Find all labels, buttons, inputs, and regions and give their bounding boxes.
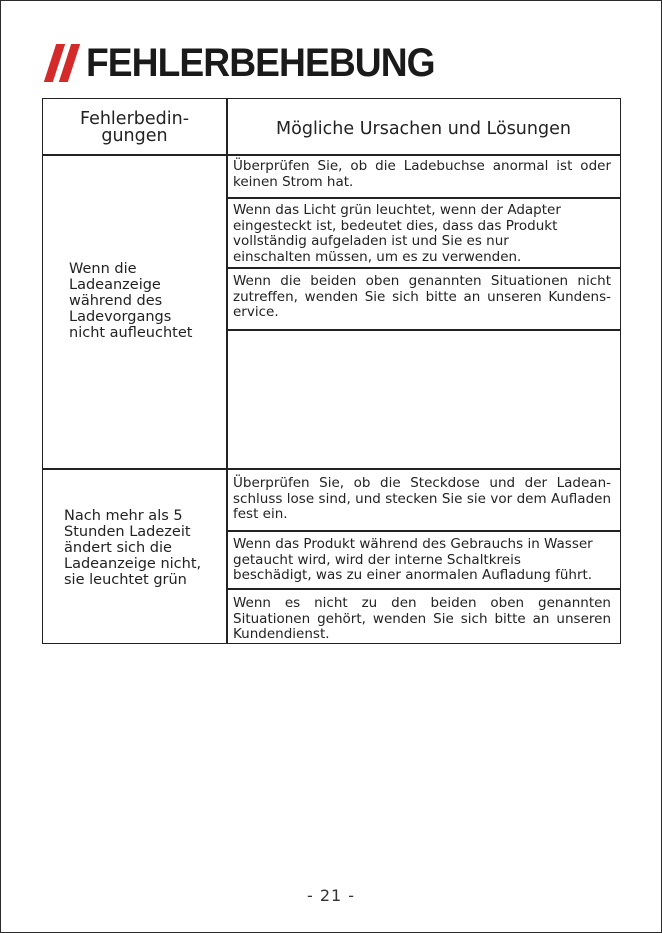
row-divider — [226, 588, 620, 590]
row-divider — [226, 267, 620, 269]
solution-cell: Überprüfen Sie, ob die Steckdose und der Ladean-schluss lose sind, und stecken Sie sie vor dem Aufladen fest ein. — [233, 475, 611, 522]
condition-cell: Wenn die Ladeanzeige während des Ladevorgangs nicht aufleuchtet — [69, 261, 193, 341]
row-divider — [226, 530, 620, 532]
solution-cell: Wenn das Licht grün leuchtet, wenn der Adapter eingesteckt ist, bedeutet dies, dass das Produkt vollständig aufgeladen ist und Sie es nur einschalten müssen, um es zu verwenden. — [233, 202, 561, 265]
page-number: - 21 - — [306, 886, 356, 905]
row-divider — [226, 329, 620, 331]
row-divider — [43, 154, 620, 156]
solution-cell: Wenn es nicht zu den beiden oben genannten Situationen gehört, wenden Sie sich bitte an unseren Kundendienst. — [233, 595, 611, 642]
row-divider — [226, 197, 620, 199]
slash-accent-icon — [50, 44, 74, 82]
solution-cell: Überprüfen Sie, ob die Ladebuchse anormal ist oder keinen Strom hat. — [233, 158, 611, 190]
column-divider — [226, 99, 228, 643]
column-header-conditions: Fehlerbedin- gungen — [79, 109, 190, 146]
condition-cell: Nach mehr als 5 Stunden Ladezeit ändert sich die Ladeanzeige nicht, sie leuchtet grün — [64, 508, 202, 588]
section-heading — [50, 40, 461, 86]
troubleshooting-table — [42, 98, 621, 644]
solution-cell: Wenn das Produkt während des Gebrauchs in Wasser getaucht wird, wird der interne Schaltkreis beschädigt, was zu einer anormalen Aufladung führt. — [233, 536, 593, 583]
column-header-solutions: Mögliche Ursachen und Lösungen — [276, 119, 571, 139]
row-divider — [43, 468, 620, 470]
solution-cell-empty — [233, 335, 611, 465]
solution-cell: Wenn die beiden oben genannten Situationen nicht zutreffen, wenden Sie sich bitte an unseren Kundens-ervice. — [233, 273, 611, 320]
page-title: FEHLERBEHEBUNG — [86, 41, 435, 85]
